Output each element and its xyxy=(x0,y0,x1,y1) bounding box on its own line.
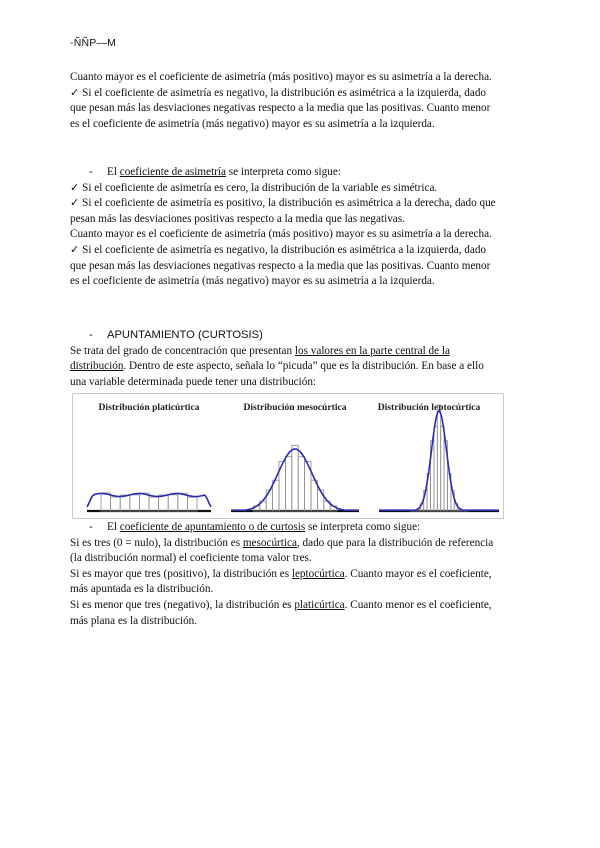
body-block-2 xyxy=(70,165,500,290)
paragraph: Si es menor que tres (negativo), la distribución es platicúrtica. Cuanto menor es el coeficiente, más plana es la distribución. xyxy=(70,598,492,627)
kurtosis-figure xyxy=(72,393,504,519)
bullet-dash: - xyxy=(89,521,93,533)
histogram-bar xyxy=(159,495,169,511)
underlined-term: mesocúrtica xyxy=(242,536,297,549)
underlined-term: leptocúrtica xyxy=(291,567,345,580)
paragraph: ✓ Si el coeficiente de asimetría es positivo, la distribución es asimétrica a la derecha, dado que pesan más las desviaciones positivas respecto a la media que las negativas. xyxy=(70,197,496,225)
bullet-dash: - xyxy=(89,166,93,178)
histogram-bar xyxy=(437,405,440,511)
bullet-item: - El coeficiente de asimetría se interpreta como sigue: xyxy=(70,165,500,181)
paragraph: Se trata del grado de concentración que presentan los valores en la parte central de la distribución. Dentro de este aspecto, señala lo “picuda” que es la distribución. En base a ello una variable determinada puede tener una distribución: xyxy=(70,344,484,388)
page-header: -ÑÑP—M xyxy=(70,37,117,49)
paragraph: Si es mayor que tres (positivo), la distribución es leptocúrtica. Cuanto mayor es el coeficiente, más apuntada es la distribución. xyxy=(70,567,492,596)
histogram-bar xyxy=(292,445,298,511)
paragraph: ✓ Si el coeficiente de asimetría es negativo, la distribución es asimétrica a la izquierda, dado que pesan más las desviaciones negativas respecto a la media que las positivas. Cuanto menor es el coeficiente de asimetría (más negativo) mayor es su asimetría a la izquierda. xyxy=(70,86,491,130)
paragraph: ✓ Si el coeficiente de asimetría es cero, la distribución de la variable es simétrica. xyxy=(70,181,438,194)
title-leptocurtica: Distribución leptocúrtica xyxy=(377,402,481,413)
underlined-term: coeficiente de apuntamiento o de curtosis xyxy=(119,521,306,533)
paragraph: Si es tres (0 = nulo), la distribución es mesocúrtica, dado que para la distribución de referencia (la distribución normal) el coeficiente toma valor tres. xyxy=(70,536,494,565)
histogram-bar xyxy=(285,457,291,511)
section-heading: - APUNTAMIENTO (CURTOSIS) xyxy=(70,328,500,344)
histogram-bar xyxy=(139,493,149,511)
title-platicurtica: Distribución platicúrtica xyxy=(98,402,200,413)
histogram-bar xyxy=(120,495,130,511)
underlined-term: platicúrtica xyxy=(294,598,345,611)
body-block-3 xyxy=(70,328,500,390)
histogram-bar xyxy=(149,497,159,511)
histogram-bar xyxy=(178,493,188,511)
bullet-dash: - xyxy=(89,329,93,341)
body-block-4 xyxy=(70,520,500,629)
title-mesocurtica: Distribución mesocúrtica xyxy=(243,402,347,413)
underlined-term: coeficiente de asimetría xyxy=(119,166,226,178)
histogram-bar xyxy=(441,426,444,511)
histogram-bar xyxy=(101,493,111,511)
kurtosis-diagram xyxy=(73,394,503,518)
body-block-1 xyxy=(70,70,500,132)
bullet-item: - El coeficiente de apuntamiento o de curtosis se interpreta como sigue: xyxy=(70,520,500,536)
density-curve xyxy=(379,411,499,510)
paragraph: Cuanto mayor es el coeficiente de asimetría (más positivo) mayor es su asimetría a la derecha. xyxy=(70,71,492,83)
paragraph: Cuanto mayor es el coeficiente de asimetría (más positivo) mayor es su asimetría a la derecha. xyxy=(70,228,492,241)
histogram-bar xyxy=(168,495,178,511)
histogram-bar xyxy=(130,495,140,511)
density-curve xyxy=(231,449,359,510)
underlined-term: los valores en la parte central de la distribución xyxy=(70,344,450,373)
histogram-bar xyxy=(266,490,272,511)
histogram-bar xyxy=(298,457,304,511)
histogram-bar xyxy=(434,426,437,511)
histogram-bar xyxy=(111,497,121,511)
histogram-bar xyxy=(317,490,323,511)
paragraph: ✓ Si el coeficiente de asimetría es negativo, la distribución es asimétrica a la izquierda, dado que pesan más las desviaciones negativas respecto a la media que las positivas. Cuanto menor es el coeficiente de asimetría (más negativo) mayor es su asimetría a la izquierda. xyxy=(70,243,491,288)
histogram-bar xyxy=(187,497,197,511)
